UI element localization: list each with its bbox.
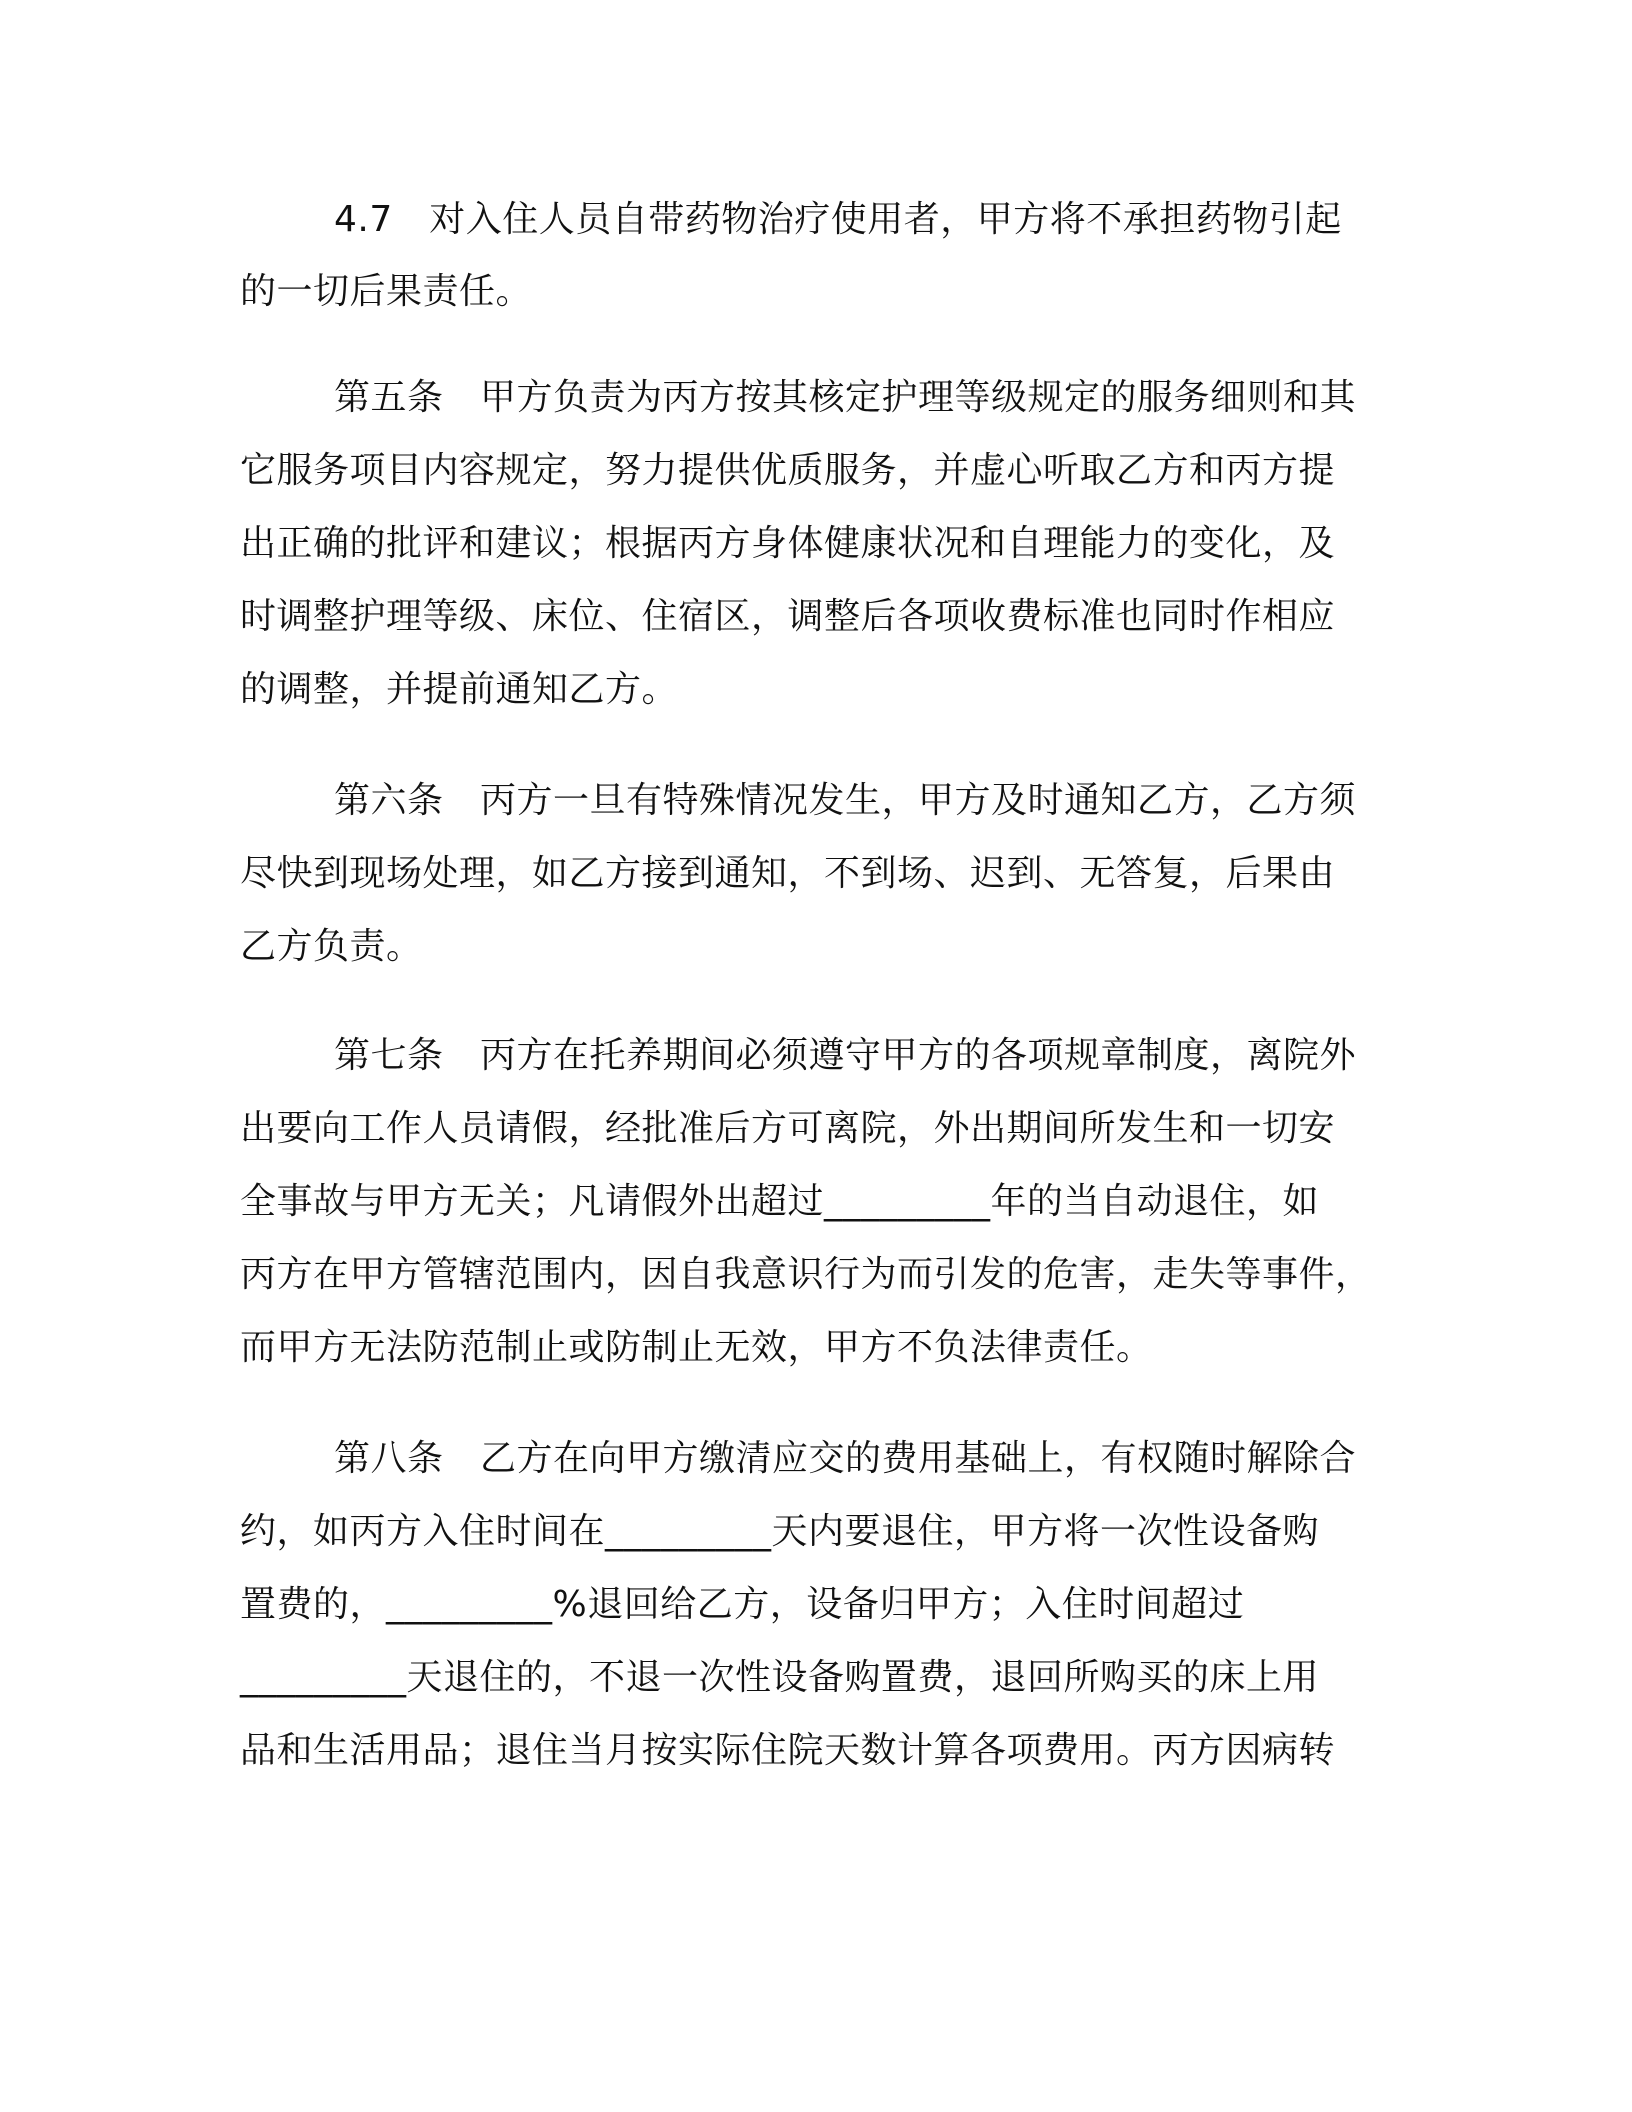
article-7-line-2: 出要向工作人员请假，经批准后方可离院，外出期间所发生和一切安 [240,1108,1336,1149]
article-8-line-5: 品和生活用品；退住当月按实际住院天数计算各项费用。丙方因病转 [240,1730,1336,1771]
article-5-line-1: 第五条 甲方负责为丙方按其核定护理等级规定的服务细则和其 [334,377,1357,418]
clause-4-7-line-1: 4.7 对入住人员自带药物治疗使用者，甲方将不承担药物引起 [334,199,1342,240]
article-8-line-2: 约，如丙方入住时间在_________天内要退住，甲方将一次性设备购 [240,1511,1320,1552]
clause-4-7-line-2: 的一切后果责任。 [240,271,533,312]
article-7-line-1: 第七条 丙方在托养期间必须遵守甲方的各项规章制度，离院外 [334,1035,1357,1076]
article-5-line-2: 它服务项目内容规定，努力提供优质服务，并虚心听取乙方和丙方提 [240,450,1336,491]
article-6-line-1: 第六条 丙方一旦有特殊情况发生，甲方及时通知乙方，乙方须 [334,780,1357,821]
article-6-line-2: 尽快到现场处理，如乙方接到通知，不到场、迟到、无答复，后果由 [240,853,1336,894]
article-5-line-3: 出正确的批评和建议；根据丙方身体健康状况和自理能力的变化，及 [240,523,1336,564]
article-5-line-4: 时调整护理等级、床位、住宿区，调整后各项收费标准也同时作相应 [240,596,1336,637]
article-8-line-3: 置费的，_________%退回给乙方，设备归甲方；入住时间超过 [240,1584,1245,1625]
article-7-line-5: 而甲方无法防范制止或防制止无效，甲方不负法律责任。 [240,1327,1153,1368]
article-8-line-4: _________天退住的，不退一次性设备购置费，退回所购买的床上用 [240,1657,1320,1698]
article-8-line-1: 第八条 乙方在向甲方缴清应交的费用基础上，有权随时解除合 [334,1438,1357,1479]
article-6-line-3: 乙方负责。 [240,926,423,967]
article-5-line-5: 的调整，并提前通知乙方。 [240,669,679,710]
article-7-line-3: 全事故与甲方无关；凡请假外出超过_________年的当自动退住，如 [240,1181,1320,1222]
article-7-line-4: 丙方在甲方管辖范围内，因自我意识行为而引发的危害，走失等事件， [240,1254,1372,1295]
